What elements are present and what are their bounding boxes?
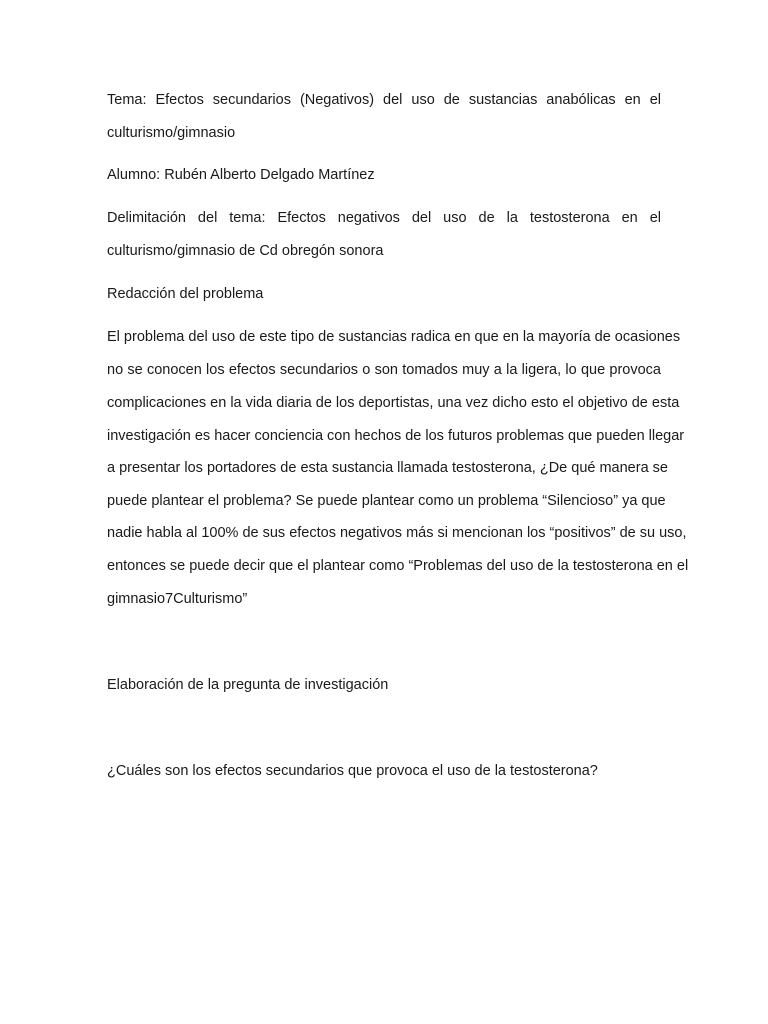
pregunta-line: ¿Cuáles son los efectos secundarios que provoca el uso de la testosterona? xyxy=(107,763,598,779)
elaboracion-heading: Elaboración de la pregunta de investigación xyxy=(107,677,389,693)
problema-line-1: El problema del uso de este tipo de sustancias radica en que en la mayoría de ocasiones xyxy=(107,329,681,345)
tema-line-1: Tema: Efectos secundarios (Negativos) del uso de sustancias anabólicas en el xyxy=(107,92,661,108)
problema-line-8: entonces se puede decir que el plantear como “Problemas del uso de la testosterona en el xyxy=(107,558,689,574)
problema-line-4: investigación es hacer conciencia con hechos de los futuros problemas que pueden llegar xyxy=(107,428,685,444)
tema-line-2: culturismo/gimnasio xyxy=(107,125,236,141)
alumno-line: Alumno: Rubén Alberto Delgado Martínez xyxy=(107,167,375,183)
problema-line-3: complicaciones en la vida diaria de los deportistas, una vez dicho esto el objetivo de esta xyxy=(107,395,680,411)
delimitacion-line-2: culturismo/gimnasio de Cd obregón sonora xyxy=(107,243,384,259)
problema-line-5: a presentar los portadores de esta sustancia llamada testosterona, ¿De qué manera se xyxy=(107,460,668,476)
problema-line-9: gimnasio7Culturismo” xyxy=(107,591,248,607)
problema-line-2: no se conocen los efectos secundarios o son tomados muy a la ligera, lo que provoca xyxy=(107,362,661,378)
problema-line-7: nadie habla al 100% de sus efectos negativos más si mencionan los “positivos” de su uso, xyxy=(107,525,687,541)
redaccion-heading: Redacción del problema xyxy=(107,286,264,302)
problema-line-6: puede plantear el problema? Se puede plantear como un problema “Silencioso” ya que xyxy=(107,493,666,509)
delimitacion-line-1: Delimitación del tema: Efectos negativos del uso de la testosterona en el xyxy=(107,210,661,226)
